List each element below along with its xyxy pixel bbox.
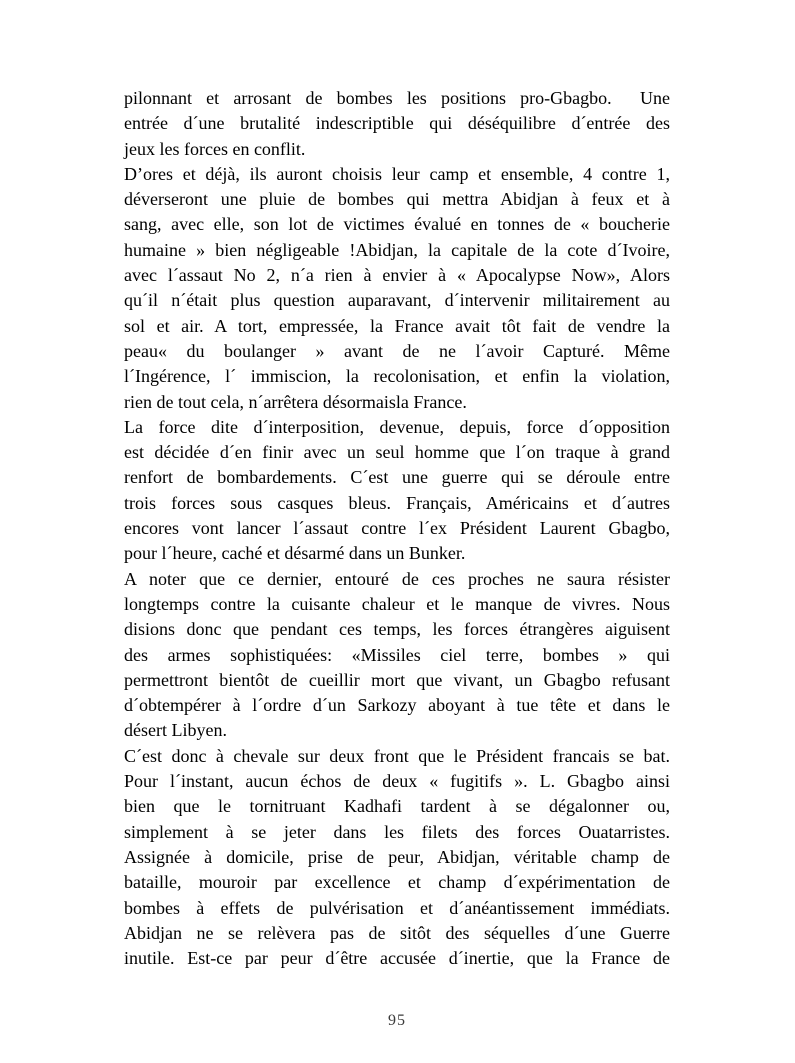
text-line: est décidée d´en finir avec un seul homme que l´on traque à grand [124, 442, 670, 463]
text-line: inutile. Est-ce par peur d´être accusée d´inertie, que la France de [124, 948, 670, 969]
text-line: C´est donc à chevale sur deux front que le Président francais se bat. [124, 745, 670, 766]
text-line: longtemps contre la cuisante chaleur et le manque de vivres. Nous [124, 593, 670, 614]
text-line: avec l´assaut No 2, n´a rien à envier à « Apocalypse Now», Alors [124, 265, 670, 286]
text-line: sang, avec elle, son lot de victimes évalué en tonnes de « boucherie [124, 214, 670, 235]
text-line: qu´il n´était plus question auparavant, d´intervenir militairement au [124, 290, 670, 311]
text-line: l´Ingérence, l´ immiscion, la recolonisation, et enfin la violation, [124, 366, 670, 387]
text-line: pilonnant et arrosant de bombes les positions pro-Gbagbo. Une [124, 88, 670, 108]
text-line: A noter que ce dernier, entouré de ces proches ne saura résister [124, 568, 670, 589]
text-line: pour l´heure, caché et désarmé dans un Bunker. [124, 543, 466, 564]
text-line: rien de tout cela, n´arrêtera désormaisla France. [124, 391, 467, 412]
text-line: Pour l´instant, aucun échos de deux « fugitifs ». L. Gbagbo ainsi [124, 771, 670, 792]
paragraph [124, 415, 670, 567]
page-number: 95 [388, 1012, 406, 1029]
text-line: sol et air. A tort, empressée, la France avait tôt fait de vendre la [124, 315, 670, 336]
paragraph [124, 162, 670, 415]
text-line: simplement à se jeter dans les filets des forces Ouatarristes. [124, 821, 670, 842]
text-line: D’ores et déjà, ils auront choisis leur camp et ensemble, 4 contre 1, [124, 163, 670, 184]
paragraph [124, 744, 670, 972]
text-line: encores vont lancer l´assaut contre l´ex Président Laurent Gbagbo, [124, 518, 670, 539]
text-line: entrée d´une brutalité indescriptible qui déséquilibre d´entrée des [124, 113, 670, 134]
text-line: bien que le tornitruant Kadhafi tardent à se dégalonner ou, [124, 796, 670, 817]
body-text [124, 86, 670, 971]
text-line: bataille, mouroir par excellence et champ d´expérimentation de [124, 872, 670, 893]
text-line: désert Libyen. [124, 720, 227, 741]
text-line: disions donc que pendant ces temps, les forces étrangères aiguisent [124, 619, 670, 640]
text-line: Assignée à domicile, prise de peur, Abidjan, véritable champ de [124, 846, 670, 867]
text-line: trois forces sous casques bleus. Français, Américains et d´autres [124, 492, 670, 513]
text-line: déverseront une pluie de bombes qui mettra Abidjan à feux et à [124, 189, 670, 210]
text-line: humaine » bien négligeable !Abidjan, la capitale de la cote d´Ivoire, [124, 239, 670, 260]
text-line: d´obtempérer à l´ordre d´un Sarkozy aboyant à tue tête et dans le [124, 695, 670, 716]
text-line: jeux les forces en conflit. [124, 138, 306, 159]
text-line: des armes sophistiquées: «Missiles ciel terre, bombes » qui [124, 644, 670, 665]
paragraph [124, 86, 670, 162]
text-line: peau« du boulanger » avant de ne l´avoir Capturé. Même [124, 340, 670, 361]
text-line: bombes à effets de pulvérisation et d´anéantissement immédiats. [124, 897, 670, 918]
text-line: renfort de bombardements. C´est une guerre qui se déroule entre [124, 467, 670, 488]
text-line: La force dite d´interposition, devenue, depuis, force d´opposition [124, 416, 670, 437]
paragraph [124, 567, 670, 744]
text-line: permettront bientôt de cueillir mort que vivant, un Gbagbo refusant [124, 669, 670, 690]
text-line: Abidjan ne se relèvera pas de sitôt des séquelles d´une Guerre [124, 922, 670, 943]
